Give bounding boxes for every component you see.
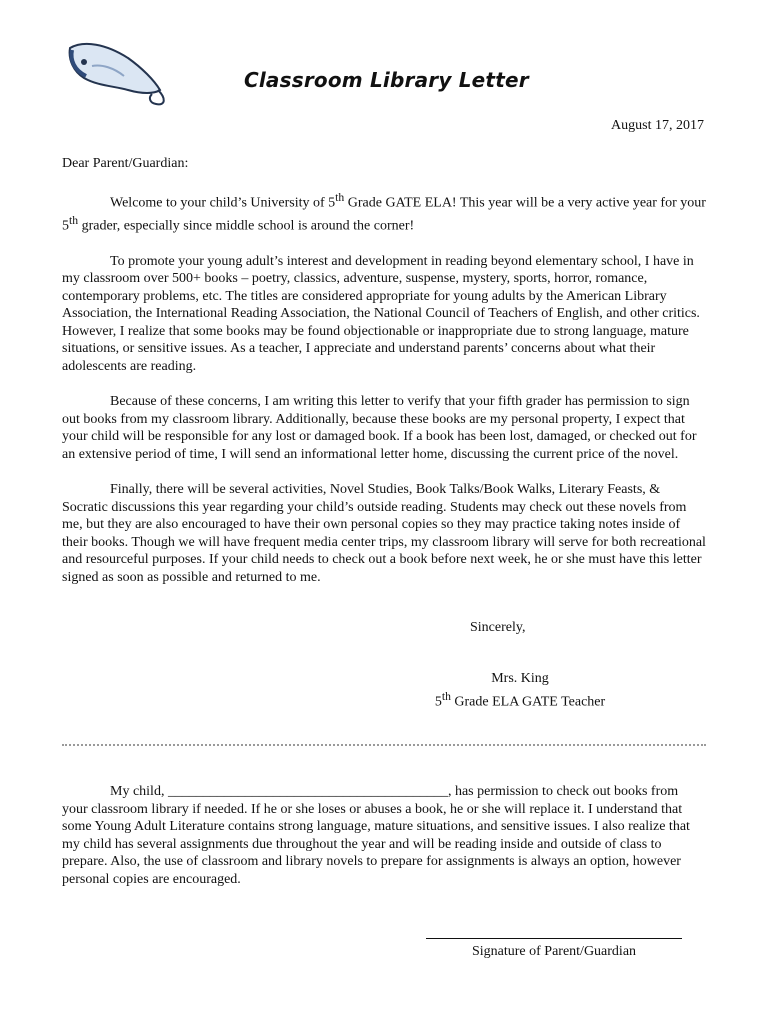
role-text-a: 5 — [434, 694, 442, 710]
permission-paragraph — [62, 783, 706, 888]
letter-date: August 17, 2017 — [611, 118, 704, 133]
welcome-text-b: Grade GATE ELA! This year will be a very active year for your 5 — [62, 195, 706, 234]
signature-line[interactable] — [426, 938, 682, 939]
role-superscript: th — [441, 689, 451, 703]
welcome-text-a: Welcome to your child’s University of 5 — [110, 195, 336, 211]
paragraph-welcome — [62, 189, 706, 235]
signoff: Sincerely, — [470, 620, 526, 635]
welcome-text-c: grader, especially since middle school is around the corner! — [78, 218, 415, 234]
permission-slip — [62, 783, 706, 888]
signer-role — [420, 688, 620, 711]
page-title: Classroom Library Letter — [244, 68, 529, 92]
role-text-b: Grade ELA GATE Teacher — [450, 694, 606, 710]
signature-label: Signature of Parent/Guardian — [471, 944, 637, 959]
child-name-blank[interactable]: ________________________________________ — [167, 784, 448, 799]
paragraph-permission-reason: Because of these concerns, I am writing this letter to verify that your fifth grader has permission to sign out books from my classroom library. Additionally, because these books are my personal property, I expect that your child will be responsible for any lost or damaged book. If a book has been lost, damaged, or checked out for an extensive period of time, I will send an informational letter home, discussing the current price of the novel. — [62, 394, 697, 462]
permission-text-b: , has permission to check out books from your classroom library if needed. If he or she loses or abuses a book, he or she will replace it. I understand that some Young Adult Literature contains strong language, mature situations, and sensitive issues. I also realize that my child has several assignments due throughout the year and will be reading inside and outside of class to prepare. Also, the use of classroom and library novels to prepare for assignments is always an option, however personal copies are encouraged. — [62, 784, 690, 887]
superscript-th-2: th — [69, 213, 79, 227]
signer-name: Mrs. King — [491, 671, 549, 686]
permission-text-a: My child, — [110, 784, 168, 799]
signer-block — [420, 670, 620, 711]
paragraph-activities: Finally, there will be several activities, Novel Studies, Book Talks/Book Walks, Literary Feasts, & Socratic discussions this year regarding your child’s outside reading. Students may check out these novels from me, but they are also encouraged to have their own personal copies so they may practice taking notes inside of their books. Though we will have frequent media center trips, my classroom library will serve for both recreational and resourceful purposes. If your child needs to check out a book before next week, he or she must have this letter signed as soon as possible and returned to me. — [62, 482, 706, 585]
paragraph-library: To promote your young adult’s interest and development in reading beyond elementary school, I have in my classroom over 500+ books – poetry, classics, adventure, suspense, mystery, sports, horror, romance, contemporary problems, etc. The titles are considered appropriate for young adults by the American Library Association, the International Reading Association, the National Council of Teachers of English, and other critics. However, I realize that some books may be found objectionable or inappropriate due to strong language, mature situations, or sensitive issues. As a teacher, I appreciate and understand parents’ concerns about what their adolescents are reading. — [62, 253, 700, 374]
greeting: Dear Parent/Guardian: — [62, 156, 189, 171]
cut-line-divider — [62, 744, 706, 750]
superscript-th: th — [335, 190, 345, 204]
manta-ray-icon — [62, 38, 174, 108]
letter-body — [62, 155, 706, 604]
